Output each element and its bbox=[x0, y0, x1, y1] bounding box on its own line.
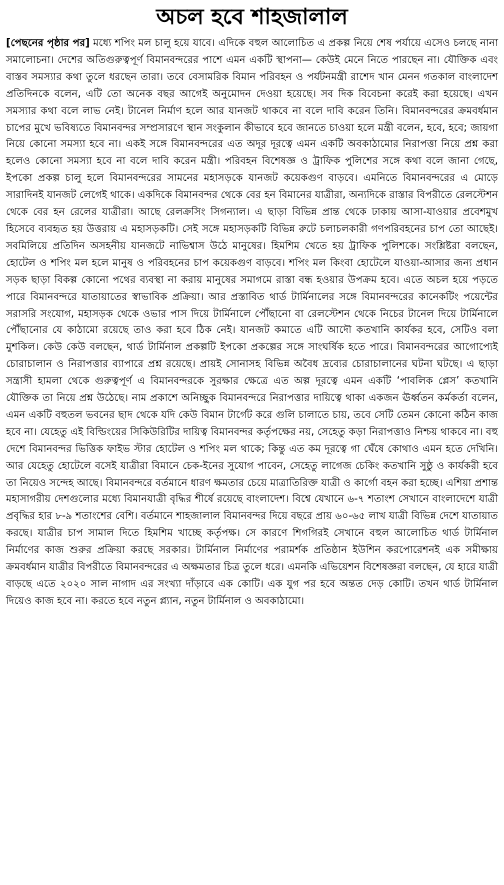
continued-from-marker: [পেছনের পৃষ্ঠার পর] bbox=[6, 38, 90, 49]
headline: অচল হবে শাহজালাল bbox=[156, 5, 348, 30]
article-body bbox=[6, 36, 498, 611]
article-text: মধ্যে শপিং মল চালু হয়ে যাবে। এদিকে বহুল আলোচিত এ প্রকল্প নিয়ে শেষ পর্যায়ে এসেও চলছে নানা সমালোচনা। দেশের অতিগুরুত্বপূর্ণ বিমানবন্দরের পাশে এমন একটি স্থাপনা— কেউই মেনে নিতে পারছেন না। যৌক্তিক এবং বাস্তব সমস্যার কথা তুলে ধরছেন তারা। তবে বেসামরিক বিমান পরিবহন ও পর্যটনমন্ত্রী রাশেদ খান মেনন গতকাল বাংলাদেশ প্রতিদিনকে বলেন, এটি তো অনেক বছর আগেই অনুমোদন দেওয়া হয়েছে। সব দিক বিবেচনা করেই করা হয়েছে। এখন সমস্যার কথা বলে লাভ নেই। টানেল নির্মাণ হলে আর যানজট থাকবে না বলে দাবি করেন তিনি। বিমানবন্দরের ক্রমবর্ধমান চাপের মুখে ভবিষ্যতে বিমানবন্দর সম্প্রসারণে স্থান সংকুলান কীভাবে হবে জানতে চাওয়া হলে মন্ত্রী বলেন, হবে, হবে; জায়গা নিয়ে কোনো সমস্যা হবে না। একই সঙ্গে বিমানবন্দরের এত অদূর দূরত্বে এমন একটি অবকাঠামোর নিরাপত্তা নিয়ে প্রশ্ন করা হলেও কোনো সমস্যা হবে না বলে দাবি করেন মন্ত্রী। পরিবহন বিশেষজ্ঞ ও ট্রাফিক পুলিশের সঙ্গে কথা বলে জানা গেছে, ইপকো প্রকল্প চালু হলে বিমানবন্দরের সামনের মহাসড়কে যানজট কয়েকগুণ বাড়বে। এমনিতে বিমানবন্দরের এ মোড়ে সারাদিনই যানজট লেগেই থাকে। একদিকে বিমানবন্দর থেকে বের হন বিমানের যাত্রীরা, অন্যদিকে রাস্তার বিপরীতে রেলস্টেশন থেকে বের হন রেলের যাত্রীরা। আছে রেলক্রসিং সিগন্যাল। এ ছাড়া বিভিন্ন প্রান্ত থেকে ঢাকায় আসা-যাওয়ার প্রবেশমুখ হিসেবে ব্যবহৃত হয় উত্তরায় এ মহাসড়কটি। সেই সঙ্গে মহাসড়কটি বিভিন্ন রুটে চলাচলকারী গণপরিবহনের চাপ তো আছেই। সবমিলিয়ে প্রতিদিন অসহনীয় যানজটে নাভিশ্বাস উঠে মানুষের। হিমশিম খেতে হয় ট্রাফিক পুলিশকে। সংশ্লিষ্টরা বলছেন, হোটেল ও শপিং মল হলে মানুষ ও পরিবহনের চাপ কয়েকগুণ বাড়বে। শপিং মল কিংবা হোটেলে যাওয়া-আসার জন্য প্রধান সড়ক ছাড়া বিকল্প কোনো পথের ব্যবস্থা না করায় মানুষের সমাগমে রাস্তা বন্ধ হওয়ার উপক্রম হবে। এতে অচল হয়ে পড়তে পারে বিমানবন্দরে যাতায়াতের স্বাভাবিক প্রক্রিয়া। আর প্রস্তাবিত থার্ড টার্মিনালের সঙ্গে বিমানবন্দরের কানেকটিং পয়েন্টের সরাসরি সংযোগ, মহাসড়ক থেকে ওভার পাস দিয়ে টার্মিনালে পৌঁছানো বা রেলস্টেশন থেকে নিচের টানেল দিয়ে টার্মিনালে পৌঁছানোর যে কাঠামো রয়েছে তাও করা হবে ঠিক নেই। যানজট কমাতে এটি আদৌ কতখানি কার্যকর হবে, সেটিও বলা মুশকিল। কেউ কেউ বলছেন, থার্ড টার্মিনাল প্রকল্পটি ইপকো প্রকল্পের সঙ্গে সাংঘর্ষিক হতে পারে। বিমানবন্দরের আগোপ্যেই চোরাচালান ও নিরাপত্তার ব্যাপারে প্রশ্ন রয়েছে। প্রায়ই সোনাসহ বিভিন্ন অবৈধ দ্রব্যের চোরাচালানের ঘটনা ঘটছে। এ ছাড়া সন্ত্রাসী হামলা থেকে গুরুত্বপূর্ণ এ বিমানবন্দরকে সুরক্ষার ক্ষেত্রে এত অল্প দূরত্বে এমন একটি ‘পাবলিক প্লেস’ কতখানি যৌক্তিক তা নিয়ে প্রশ্ন উঠেছে। নাম প্রকাশে অনিচ্ছুক বিমানবন্দরে নিরাপত্তার দায়িত্বে থাকা একজন ঊর্ধ্বতন কর্মকর্তা বলেন, এমন একটি বহুতল ভবনের ছাদ থেকে যদি কেউ বিমান টার্গেট করে গুলি চালাতে চায়, তবে সেটি তেমন কোনো কঠিন কাজ হবে না। যেহেতু এই বিল্ডিংয়ের সিকিউরিটির দায়িত্ব বিমানবন্দর কর্তৃপক্ষের নয়, সেহেতু কড়া নিরাপত্তাও নিশ্চয় থাকবে না। বহু দেশে বিমানবন্দর ভিত্তিক ফাইভ স্টার হোটেল ও শপিং মল থাকে; কিন্তু এত কম দূরত্বে গা ঘেঁষে কোথাও এমন হতে দেখিনি। আর যেহেতু হোটেলে বসেই যাত্রীরা বিমানে চেক-ইনের সুযোগ পাবেন, সেহেতু লাগেজ চেকিং কতখানি সুষ্ঠু ও কার্যকরী হবে তা নিয়েও সন্দেহ আছে। বিমানবন্দরে বর্তমানে ধারণ ক্ষমতার চেয়ে মাত্রাতিরিক্ত যাত্রী ও কার্গো বহন করা হচ্ছে। এশিয়া প্রশান্ত মহাসাগরীয় দেশগুলোর মধ্যে বিমানযাত্রী বৃদ্ধির শীর্ষে রয়েছে বাংলাদেশ। বিশ্বে যেখানে ৬-৭ শতাংশ সেখানে বাংলাদেশে যাত্রী প্রবৃদ্ধির হার ৮-৯ শতাংশের বেশি। বর্তমানে শাহজালাল বিমানবন্দর দিয়ে বছরে প্রায় ৬০-৬৫ লাখ যাত্রী বিভিন্ন দেশে যাতায়াত করছে। যাত্রীর চাপ সামাল দিতে হিমশিম খাচ্ছে কর্তৃপক্ষ। সে কারণে শিগগিরই সেখানে বহুল আলোচিত থার্ড টার্মিনাল নির্মাণের কাজ শুরুর প্রক্রিয়া করছে সরকার। টার্মিনাল নির্মাণের পরামর্শক প্রতিষ্ঠান ইউশিন করপোরেশনই এক সমীক্ষায় ক্রমবর্ধমান যাত্রীর বিপরীতে বিমানবন্দরের এ অক্ষমতার চিত্র তুলে ধরে। এমনকি এভিয়েশন বিশেষজ্ঞরা বলছেন, যে হারে যাত্রী বাড়ছে এতে ২০২০ সাল নাগাদ এর সংখ্যা দাঁড়াবে এক কোটি। এক যুগ পর হবে অন্তত দেড় কোটি। তখন থার্ড টার্মিনাল দিয়েও কাজ হবে না। করতে হবে নতুন প্ল্যান, নতুন টার্মিনাল ও অবকাঠামো। bbox=[6, 38, 499, 607]
